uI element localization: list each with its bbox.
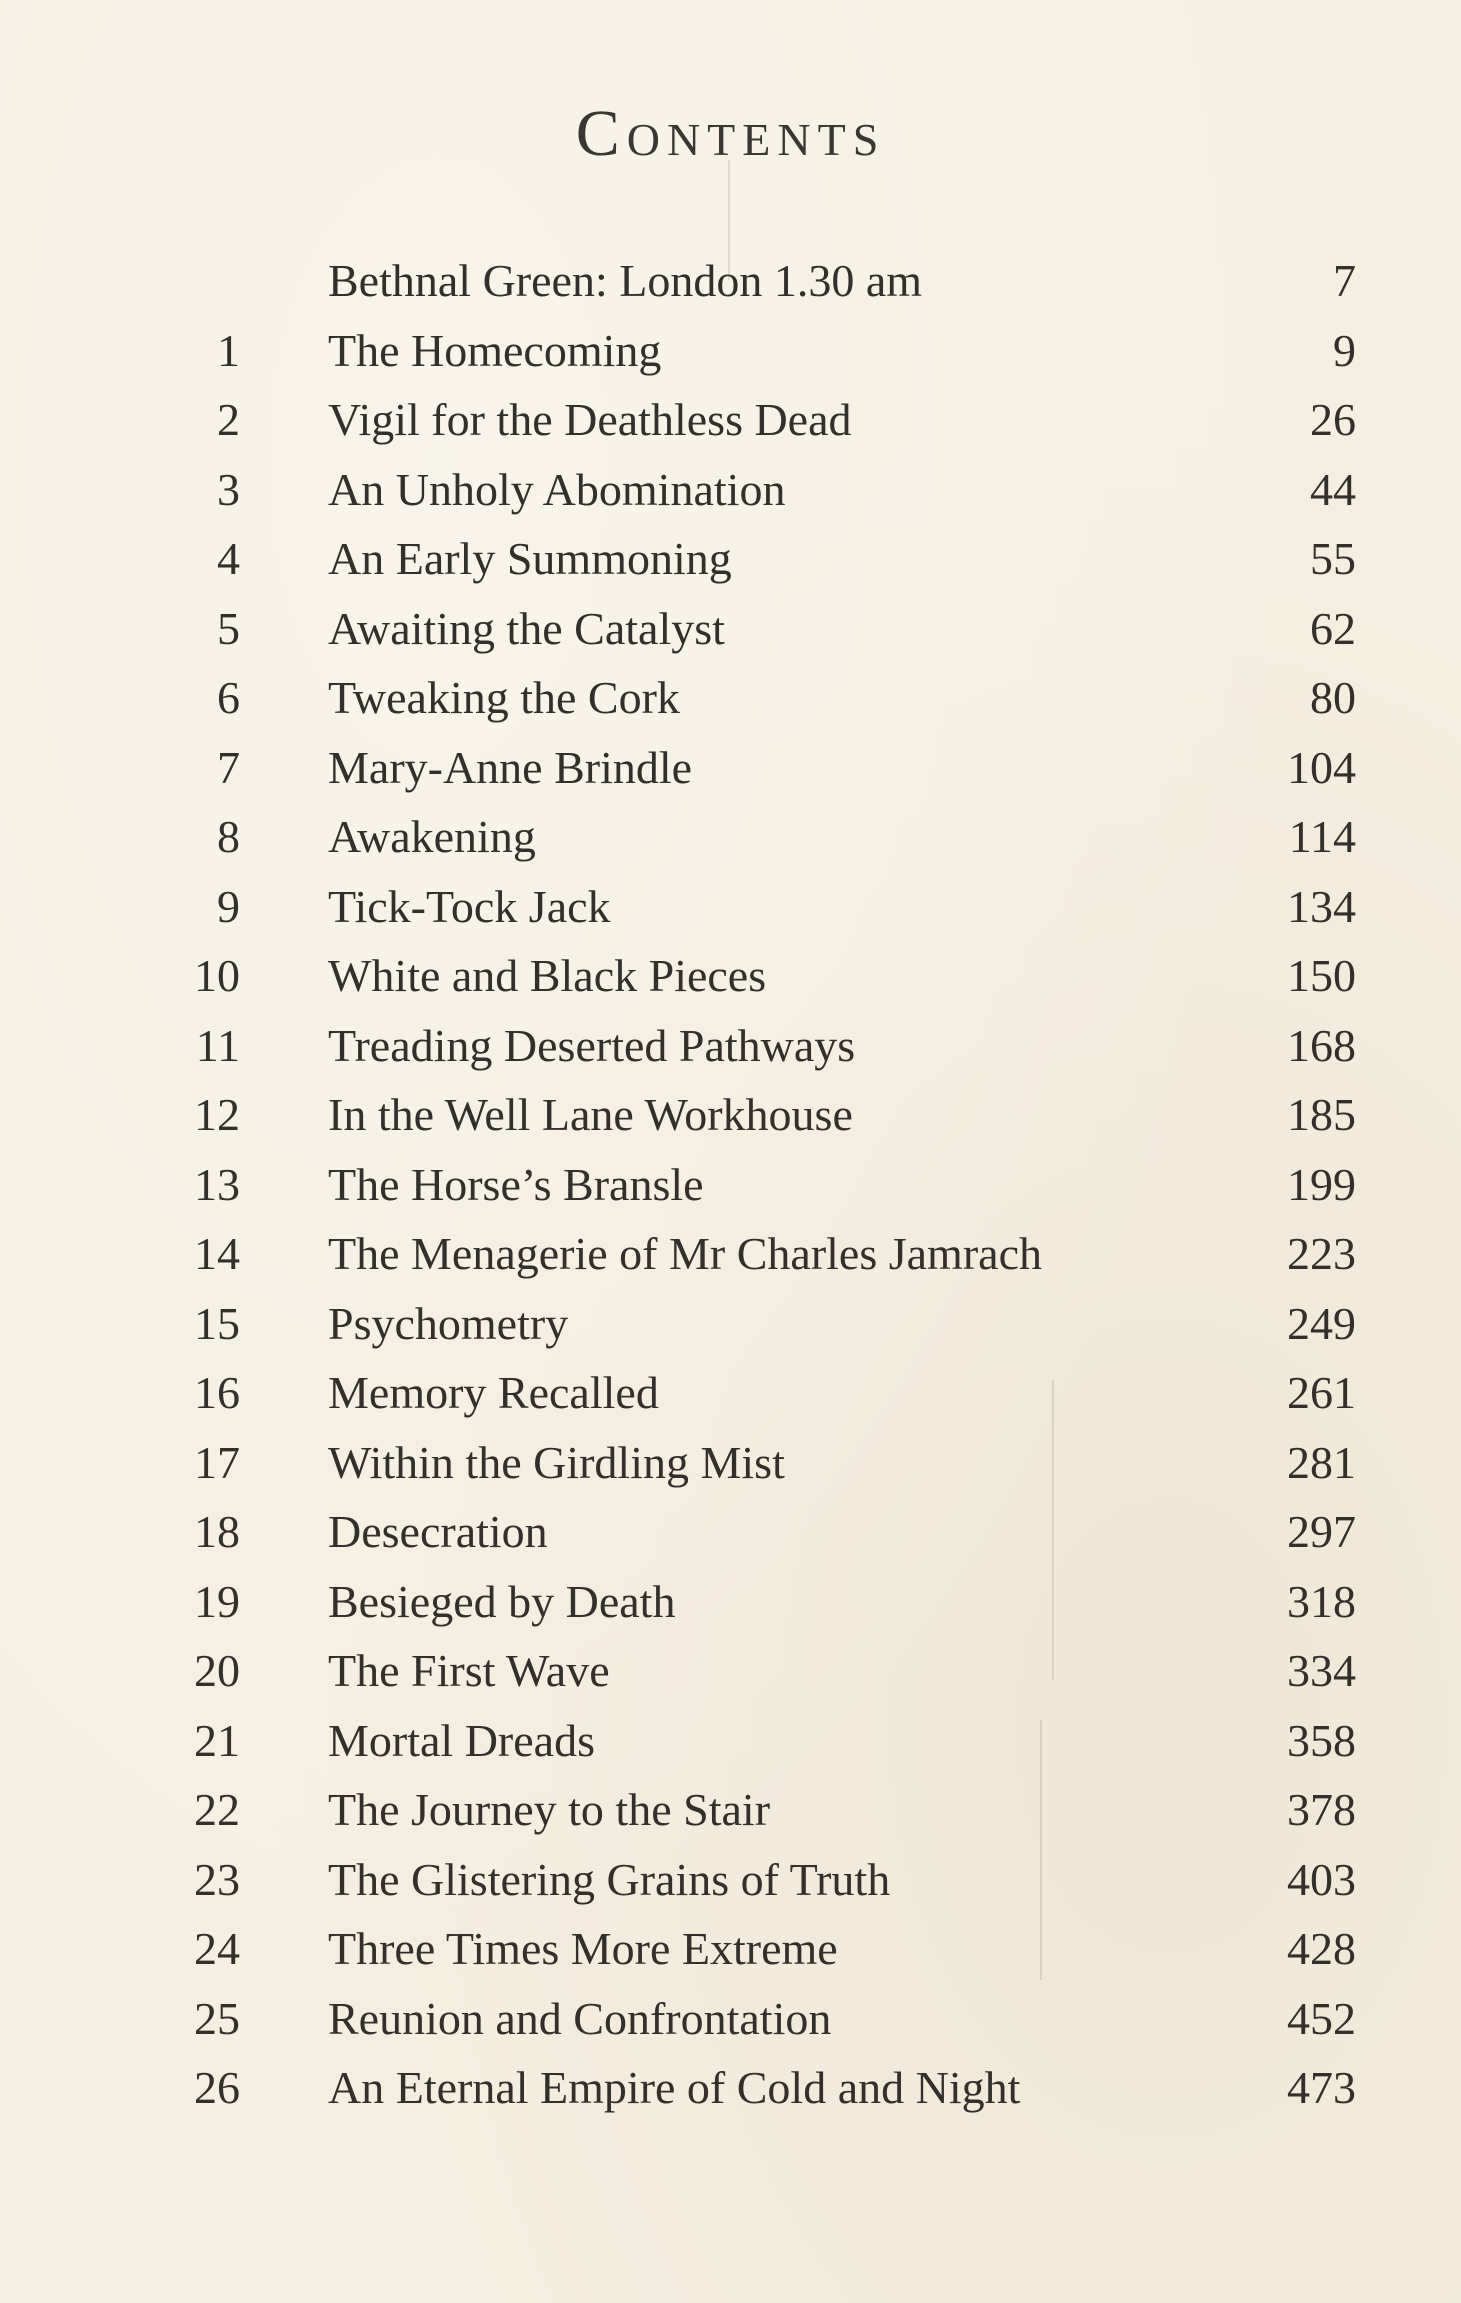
chapter-title: Besieged by Death	[328, 1575, 676, 1627]
chapter-number: 23	[194, 1853, 240, 1905]
page-number: 318	[1287, 1575, 1356, 1627]
toc-entry	[0, 1080, 1461, 1150]
chapter-number: 1	[217, 324, 240, 376]
chapter-title: Mary-Anne Brindle	[328, 741, 693, 793]
chapter-title: The Glistering Grains of Truth	[328, 1853, 891, 1905]
toc-entry	[0, 1845, 1461, 1915]
chapter-title: Awaiting the Catalyst	[328, 602, 725, 654]
chapter-number: 25	[194, 1992, 240, 2044]
page-number: 473	[1287, 2062, 1356, 2113]
toc-entry	[0, 2053, 1461, 2123]
chapter-number: 22	[194, 1784, 240, 1835]
chapter-title: Vigil for the Deathless Dead	[328, 394, 852, 445]
chapter-number: 12	[194, 1089, 240, 1140]
chapter-title: An Eternal Empire of Cold and Night	[328, 2062, 1021, 2113]
chapter-number: 8	[217, 811, 240, 862]
chapter-number: 3	[217, 463, 240, 515]
page-title: Contents	[575, 97, 886, 171]
toc-entry	[0, 1428, 1461, 1498]
chapter-number: 15	[194, 1297, 240, 1349]
chapter-number: 20	[194, 1645, 240, 1696]
chapter-title: In the Well Lane Workhouse	[328, 1089, 853, 1140]
toc-entry	[0, 455, 1461, 525]
page-number: 150	[1287, 950, 1356, 1001]
table-of-contents	[0, 246, 1461, 2123]
page-number: 403	[1287, 1853, 1356, 1905]
toc-entry	[0, 316, 1461, 386]
page-number: 55	[1310, 533, 1356, 584]
toc-entry	[0, 1775, 1461, 1845]
toc-entry	[0, 1150, 1461, 1220]
chapter-title: The Journey to the Stair	[328, 1784, 771, 1835]
toc-entry	[0, 1289, 1461, 1359]
chapter-number: 2	[217, 394, 240, 445]
chapter-title: Three Times More Extreme	[328, 1923, 838, 1974]
chapter-title: Within the Girdling Mist	[328, 1436, 785, 1488]
page-number: 26	[1310, 394, 1356, 445]
chapter-number: 5	[217, 602, 240, 654]
toc-entry	[0, 1497, 1461, 1567]
page-number: 199	[1287, 1158, 1356, 1210]
page-number: 358	[1287, 1714, 1356, 1766]
chapter-number: 21	[194, 1714, 240, 1766]
toc-entry	[0, 1914, 1461, 1984]
chapter-number: 6	[217, 672, 240, 723]
toc-entry	[0, 524, 1461, 594]
chapter-title: Desecration	[328, 1506, 548, 1557]
toc-entry	[0, 1219, 1461, 1289]
page-number: 134	[1287, 880, 1356, 932]
page-number: 168	[1287, 1019, 1356, 1071]
chapter-number: 18	[194, 1506, 240, 1557]
page-number: 452	[1287, 1992, 1356, 2044]
page-number: 297	[1287, 1506, 1356, 1557]
chapter-title: Mortal Dreads	[328, 1714, 595, 1766]
toc-entry	[0, 872, 1461, 942]
chapter-number: 26	[194, 2062, 240, 2113]
toc-entry	[0, 1984, 1461, 2054]
toc-entry	[0, 733, 1461, 803]
chapter-number: 10	[194, 950, 240, 1001]
page-number: 7	[1333, 255, 1356, 306]
page-number: 185	[1287, 1089, 1356, 1140]
page-number: 261	[1287, 1367, 1356, 1418]
chapter-title: The First Wave	[328, 1645, 610, 1696]
chapter-title: Awakening	[328, 811, 536, 862]
toc-entry	[0, 246, 1461, 316]
chapter-number: 4	[217, 533, 240, 584]
toc-entry	[0, 941, 1461, 1011]
chapter-number: 16	[194, 1367, 240, 1418]
page-number: 249	[1287, 1297, 1356, 1349]
page-number: 281	[1287, 1436, 1356, 1488]
chapter-number: 14	[194, 1228, 240, 1279]
toc-entry	[0, 802, 1461, 872]
page-number: 62	[1310, 602, 1356, 654]
page-number: 80	[1310, 672, 1356, 723]
chapter-number: 7	[217, 741, 240, 793]
page-number: 44	[1310, 463, 1356, 515]
chapter-title: The Horse’s Bransle	[328, 1158, 704, 1210]
chapter-title: Tweaking the Cork	[328, 672, 680, 723]
chapter-number: 11	[195, 1019, 240, 1071]
page-number: 223	[1287, 1228, 1356, 1279]
chapter-title: White and Black Pieces	[328, 950, 767, 1001]
chapter-number: 9	[217, 880, 240, 932]
toc-entry	[0, 1567, 1461, 1637]
toc-entry	[0, 594, 1461, 664]
chapter-title: Reunion and Confrontation	[328, 1992, 832, 2044]
chapter-title: An Early Summoning	[328, 533, 732, 584]
toc-entry	[0, 663, 1461, 733]
chapter-title: Psychometry	[328, 1297, 569, 1349]
page-number: 428	[1287, 1923, 1356, 1974]
toc-entry	[0, 1706, 1461, 1776]
toc-entry	[0, 385, 1461, 455]
page-number: 9	[1333, 324, 1356, 376]
chapter-number: 13	[194, 1158, 240, 1210]
toc-entry	[0, 1358, 1461, 1428]
chapter-title: The Homecoming	[328, 324, 662, 376]
chapter-title: The Menagerie of Mr Charles Jamrach	[328, 1228, 1042, 1279]
page-number: 378	[1287, 1784, 1356, 1835]
chapter-title: An Unholy Abomination	[328, 463, 786, 515]
chapter-title: Tick-Tock Jack	[328, 880, 611, 932]
page-number: 114	[1288, 811, 1356, 862]
chapter-title: Treading Deserted Pathways	[328, 1019, 856, 1071]
chapter-title: Memory Recalled	[328, 1367, 659, 1418]
chapter-number: 24	[194, 1923, 240, 1974]
chapter-number: 17	[194, 1436, 240, 1488]
toc-entry	[0, 1636, 1461, 1706]
toc-entry	[0, 1011, 1461, 1081]
page-number: 334	[1287, 1645, 1356, 1696]
chapter-number: 19	[194, 1575, 240, 1627]
chapter-title: Bethnal Green: London 1.30 am	[328, 255, 923, 306]
page-number: 104	[1287, 741, 1356, 793]
